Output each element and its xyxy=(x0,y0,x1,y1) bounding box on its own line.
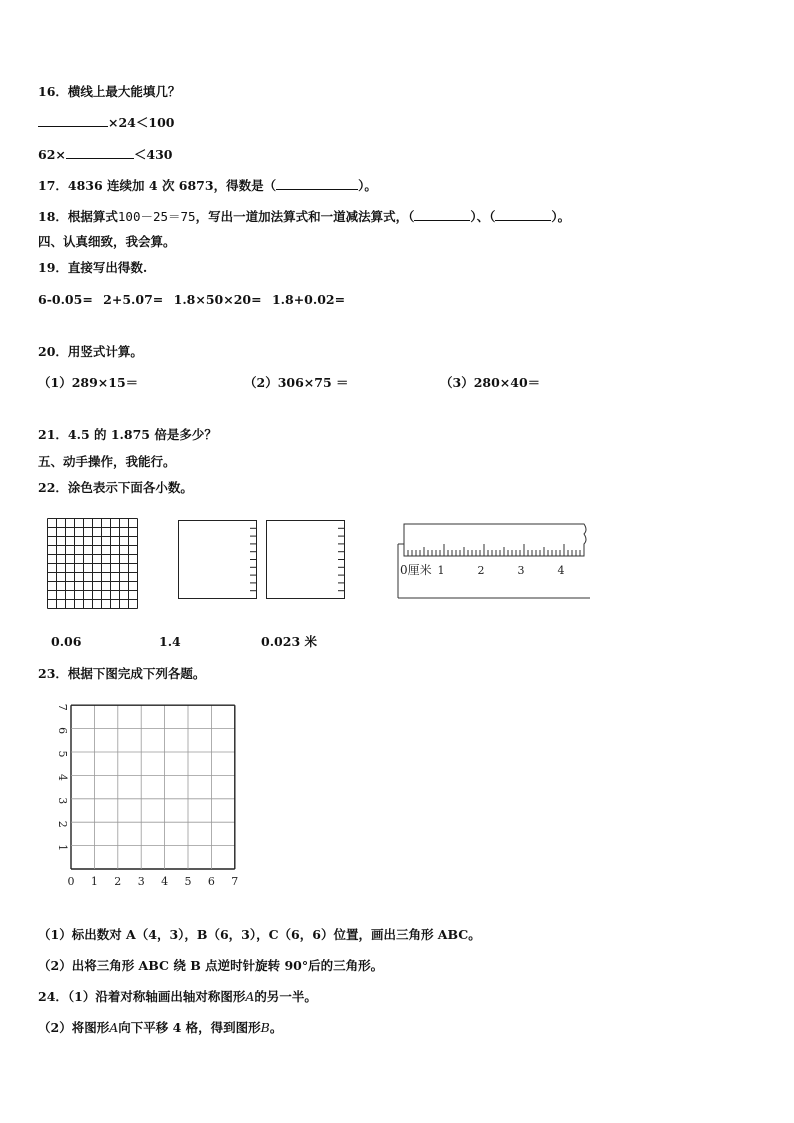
q19-item: 6-0.05= xyxy=(38,292,93,307)
answer-blank[interactable] xyxy=(495,209,551,221)
q24-sub1-suffix: 的另一半。 xyxy=(254,989,317,1004)
q16-line2 xyxy=(38,147,172,163)
q18-sep: ）、（ xyxy=(470,209,496,224)
y-tick-label: 4 xyxy=(56,773,69,781)
x-tick-label: 0 xyxy=(67,875,75,888)
x-tick-label: 4 xyxy=(161,875,169,888)
y-tick-label: 3 xyxy=(56,797,69,805)
q24-sub2-suffix: 。 xyxy=(269,1020,283,1035)
x-tick-label: 1 xyxy=(90,875,98,888)
x-tick-label: 5 xyxy=(184,875,192,888)
q16-line1 xyxy=(38,115,174,131)
y-tick-label: 1 xyxy=(56,844,69,852)
ruler[interactable] xyxy=(396,520,592,600)
x-tick-label: 3 xyxy=(137,875,145,888)
q24-sub1 xyxy=(38,989,317,1005)
q19-title: 19．直接写出得数. xyxy=(38,260,148,275)
q20-item-2: （2）306×75 ＝ xyxy=(244,375,349,390)
answer-blank[interactable] xyxy=(414,209,470,221)
y-tick-label: 5 xyxy=(56,750,69,758)
q24-sub2 xyxy=(38,1020,282,1036)
figure-a-var: A xyxy=(245,989,255,1004)
q16-line2-prefix: 62× xyxy=(38,147,66,162)
y-tick-label: 2 xyxy=(56,820,69,828)
y-tick-label: 6 xyxy=(56,727,69,735)
x-tick-label: 6 xyxy=(207,875,215,888)
tenth-square-2[interactable] xyxy=(266,520,346,600)
coordinate-grid[interactable] xyxy=(54,703,244,900)
q21: 21．4.5 的 1.875 倍是多少？ xyxy=(38,427,217,442)
q22-label-1: 0.06 xyxy=(51,634,82,649)
q24-sub2-prefix: （2）将图形 xyxy=(38,1020,110,1035)
q19-item: 2+5.07= xyxy=(103,292,164,307)
answer-blank[interactable] xyxy=(276,178,358,190)
q23-title: 23．根据下图完成下列各题。 xyxy=(38,666,206,681)
q18-middle: ，写出一道加法算式和一道减法算式，（ xyxy=(195,209,415,224)
answer-blank[interactable] xyxy=(38,115,108,127)
tenth-square-1[interactable] xyxy=(178,520,258,600)
q17-suffix: ）。 xyxy=(358,178,377,193)
q24-sub2-middle: 向下平移 4 格，得到图形 xyxy=(118,1020,261,1035)
q22-label-2: 1.4 xyxy=(159,634,181,649)
x-tick-label: 7 xyxy=(231,875,239,888)
q19-item: 1.8+0.02= xyxy=(271,292,346,307)
section-five-heading: 五、动手操作，我能行。 xyxy=(38,454,176,469)
ruler-unit-label: 0厘米 xyxy=(400,563,432,577)
q18-suffix: ）。 xyxy=(551,209,571,224)
q19-item: 1.8×50×20= xyxy=(173,292,262,307)
y-tick-label: 7 xyxy=(56,703,69,711)
ruler-tick-label: 3 xyxy=(517,564,525,577)
q18-prefix: 18．根据算式 xyxy=(38,209,118,224)
answer-blank[interactable] xyxy=(66,147,134,159)
q22-title: 22．涂色表示下面各小数。 xyxy=(38,480,193,495)
x-tick-label: 2 xyxy=(114,875,122,888)
q23-sub2: （2）出将三角形 ABC 绕 B 点逆时针旋转 90°后的三角形。 xyxy=(38,958,384,973)
q18-equation: 100－25＝75 xyxy=(117,209,196,224)
section-four-heading: 四、认真细致，我会算。 xyxy=(38,234,176,249)
q18 xyxy=(38,209,570,225)
q23-sub1: （1）标出数对 A（4，3），B（6，3），C（6，6）位置，画出三角形 ABC。 xyxy=(38,927,481,942)
q16-line1-text: ×24＜100 xyxy=(108,115,175,130)
q24-sub1-prefix: 24．（1）沿着对称轴画出轴对称图形 xyxy=(38,989,246,1004)
q16-title: 16．横线上最大能填几？ xyxy=(38,84,181,99)
figure-a-var: A xyxy=(109,1020,119,1035)
ruler-tick-label: 4 xyxy=(557,564,565,577)
hundred-grid[interactable] xyxy=(47,518,139,610)
q20-item-3: （3）280×40＝ xyxy=(440,375,541,390)
q16-line2-suffix: ＜430 xyxy=(133,147,173,162)
figure-b-var: B xyxy=(260,1020,270,1035)
q20-item-1: （1）289×15＝ xyxy=(38,375,139,390)
ruler-tick-label: 2 xyxy=(477,564,485,577)
q20-title: 20．用竖式计算。 xyxy=(38,344,143,359)
ruler-tick-label: 1 xyxy=(437,564,445,577)
q22-label-3: 0.023 米 xyxy=(261,634,317,649)
q19-items xyxy=(38,292,345,308)
q17-prefix: 17．4836 连续加 4 次 6873，得数是（ xyxy=(38,178,277,193)
q17 xyxy=(38,178,377,194)
